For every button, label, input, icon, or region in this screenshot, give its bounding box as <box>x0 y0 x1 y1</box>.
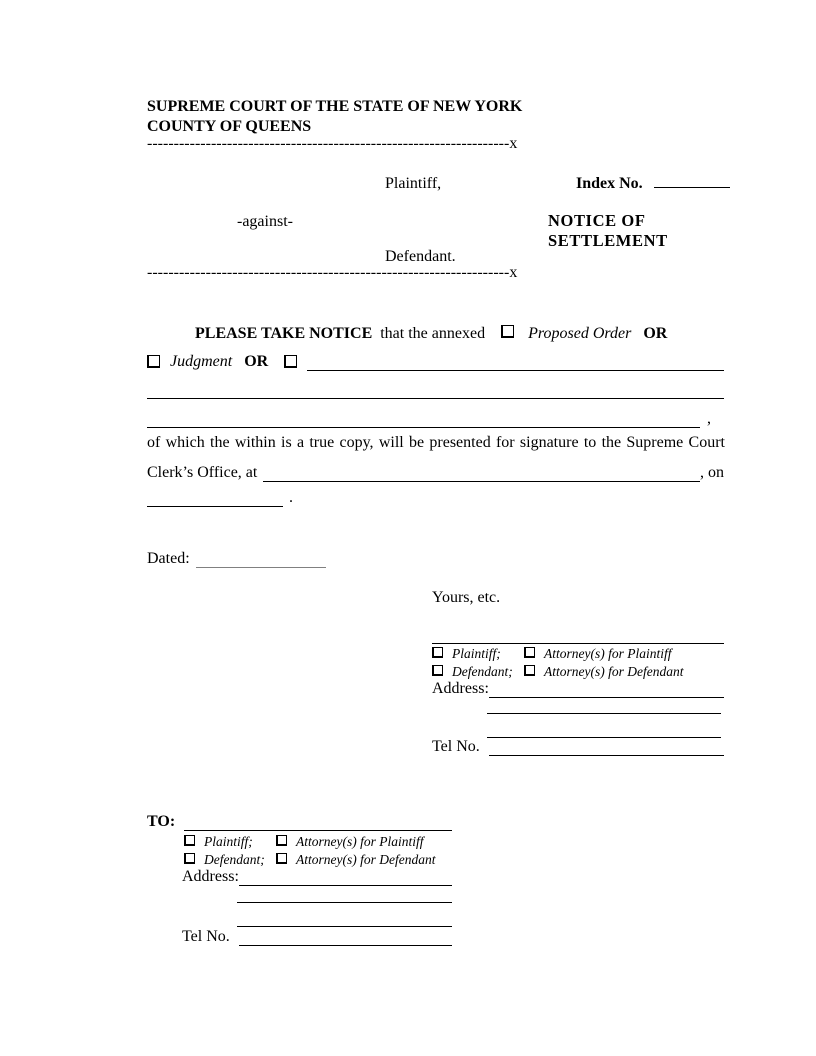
signature-line[interactable] <box>432 628 724 644</box>
dated-row <box>147 551 326 568</box>
blank-line-2-field[interactable] <box>147 411 700 428</box>
signer-address-line-2[interactable] <box>487 698 721 714</box>
recipient-tel-field[interactable] <box>239 929 452 946</box>
presentation-date-line <box>147 490 293 507</box>
notice-line-2 <box>147 353 724 371</box>
other-document-field[interactable] <box>307 353 724 371</box>
recipient-plaintiff-label: Plaintiff; <box>204 834 253 849</box>
signer-attorney-defendant-label: Attorney(s) for Defendant <box>544 664 684 679</box>
signer-capacity-row-2 <box>432 664 683 680</box>
recipient-address-row <box>182 869 452 886</box>
recipient-capacity-row-2 <box>184 852 435 868</box>
signer-plaintiff-label: Plaintiff; <box>452 646 501 661</box>
signer-tel-label: Tel No. <box>432 738 480 755</box>
comma-text: , <box>707 410 711 427</box>
recipient-capacity-row-1 <box>184 834 424 850</box>
to-recipient-field[interactable] <box>184 814 452 831</box>
caption-rule-bottom: --------------------------------------------------------------------x <box>147 264 518 281</box>
recipient-tel-label: Tel No. <box>182 928 230 945</box>
defendant-label: Defendant. <box>385 248 456 265</box>
document-title-line2: SETTLEMENT <box>548 230 668 250</box>
signer-defendant-label: Defendant; <box>452 664 513 679</box>
recipient-attorney-plaintiff-checkbox[interactable] <box>276 835 287 846</box>
recipient-address-line-3[interactable] <box>237 911 452 927</box>
caption-rule-top: --------------------------------------------------------------------x <box>147 135 518 152</box>
signer-address-row <box>432 681 724 698</box>
against-label: -against- <box>237 213 293 230</box>
other-document-checkbox[interactable] <box>284 355 297 368</box>
county-name: COUNTY OF QUEENS <box>147 118 312 135</box>
recipient-address-label: Address: <box>182 868 239 885</box>
index-no-field[interactable] <box>654 183 730 188</box>
dated-field[interactable] <box>196 551 326 568</box>
signer-capacity-row-1 <box>432 646 672 662</box>
clerks-office-line <box>147 464 724 482</box>
dated-label: Dated: <box>147 550 190 567</box>
signer-tel-row <box>432 739 724 756</box>
proposed-order-label: Proposed Order <box>528 325 632 342</box>
or-label-2: OR <box>244 353 269 370</box>
recipient-plaintiff-checkbox[interactable] <box>184 835 195 846</box>
annexed-text: that the annexed <box>380 325 486 342</box>
court-header <box>147 97 522 137</box>
on-text: , on <box>700 464 724 481</box>
recipient-attorney-defendant-label: Attorney(s) for Defendant <box>296 852 436 867</box>
recipient-attorney-plaintiff-label: Attorney(s) for Plaintiff <box>296 834 424 849</box>
or-label-1: OR <box>643 325 668 342</box>
judgment-checkbox[interactable] <box>147 355 160 368</box>
signer-plaintiff-checkbox[interactable] <box>432 647 443 658</box>
please-take-notice-label: PLEASE TAKE NOTICE <box>195 325 373 342</box>
signer-address-line-3[interactable] <box>487 722 721 738</box>
court-name: SUPREME COURT OF THE STATE OF NEW YORK <box>147 98 523 115</box>
judgment-label: Judgment <box>170 353 233 370</box>
signer-attorney-plaintiff-checkbox[interactable] <box>524 647 535 658</box>
presentation-date-field[interactable] <box>147 490 283 507</box>
document-title-line1: NOTICE OF <box>548 211 646 230</box>
blank-line-2 <box>147 411 724 428</box>
signer-tel-field[interactable] <box>489 739 724 756</box>
recipient-defendant-checkbox[interactable] <box>184 853 195 864</box>
recipient-address-line-2[interactable] <box>237 887 452 903</box>
clerks-office-location-field[interactable] <box>263 464 700 482</box>
to-label: TO: <box>147 813 176 830</box>
signer-attorney-plaintiff-label: Attorney(s) for Plaintiff <box>544 646 672 661</box>
body-sentence: of which the within is a true copy, will be presented for signature to the Supreme Court <box>147 434 725 451</box>
recipient-attorney-defendant-checkbox[interactable] <box>276 853 287 864</box>
blank-line-1[interactable] <box>147 382 724 399</box>
index-no-row <box>576 175 730 193</box>
signer-attorney-defendant-checkbox[interactable] <box>524 665 535 676</box>
signer-address-label: Address: <box>432 680 489 697</box>
recipient-address-field[interactable] <box>239 869 452 886</box>
index-no-label: Index No. <box>576 175 643 192</box>
notice-line-1 <box>195 325 667 343</box>
clerks-office-text: Clerk’s Office, at <box>147 464 258 481</box>
period-text: . <box>289 489 293 506</box>
to-row <box>147 814 452 831</box>
document-title <box>548 211 668 250</box>
recipient-tel-row <box>182 929 452 946</box>
recipient-defendant-label: Defendant; <box>204 852 265 867</box>
proposed-order-checkbox[interactable] <box>501 325 514 338</box>
yours-etc-text: Yours, etc. <box>432 589 501 606</box>
plaintiff-label: Plaintiff, <box>385 175 442 192</box>
signer-defendant-checkbox[interactable] <box>432 665 443 676</box>
signer-address-field[interactable] <box>489 681 724 698</box>
